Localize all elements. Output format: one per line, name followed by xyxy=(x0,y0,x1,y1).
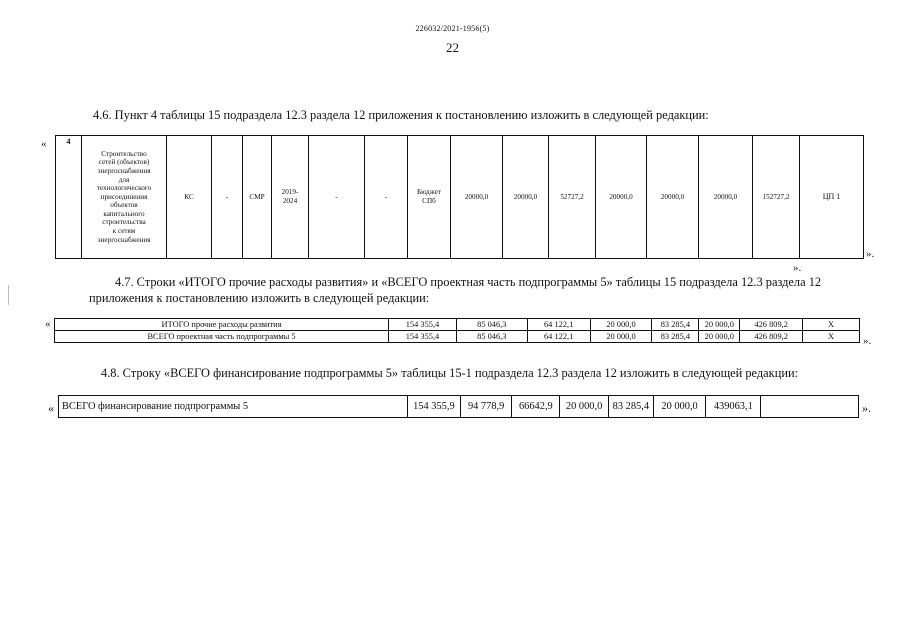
object-name-line: присоединения xyxy=(100,192,148,201)
value-cell: 20 000,0 xyxy=(699,331,740,343)
blank-cell xyxy=(761,396,859,418)
value-cell: 64 122,1 xyxy=(527,319,590,331)
value-cell: 20 000,0 xyxy=(590,331,652,343)
page-number: 22 xyxy=(446,40,459,55)
scan-edge-mark xyxy=(8,285,9,305)
period-line: 2019- xyxy=(281,188,299,197)
row-label: ВСЕГО проектная часть подпрограммы 5 xyxy=(55,331,389,343)
dash-cell: - xyxy=(212,136,243,259)
mark-cell: Х xyxy=(803,331,860,343)
funding-source-line: Бюджет xyxy=(417,188,441,197)
value-cell: 20000,0 xyxy=(596,136,647,259)
value-cell: 20 000,0 xyxy=(560,396,608,418)
value-cell: 66642,9 xyxy=(512,396,560,418)
object-name-line: к сетям xyxy=(112,227,136,236)
table-row xyxy=(59,396,859,418)
value-cell: 20 000,0 xyxy=(653,396,705,418)
funding-source-line: СПб xyxy=(422,197,436,205)
object-name xyxy=(82,136,167,259)
value-cell: 154 355,4 xyxy=(389,319,457,331)
value-cell: 20 000,0 xyxy=(699,319,740,331)
close-quote-4-6: ». xyxy=(866,248,875,260)
section-4-7-text-line1: 4.7. Строки «ИТОГО прочие расходы развития» и «ВСЕГО проектная часть подпрограммы 5» таблицы 15 подраздела 12.3 раздела 12 xyxy=(115,275,822,289)
total-cell: 439063,1 xyxy=(706,396,761,418)
row-label: ИТОГО прочие расходы развития xyxy=(55,319,389,331)
object-name-line: Строительство xyxy=(101,149,147,158)
value-cell: 154 355,9 xyxy=(407,396,460,418)
value-cell: 20000,0 xyxy=(451,136,503,259)
section-4-8-text: 4.8. Строку «ВСЕГО финансирование подпрограммы 5» таблицы 15-1 подраздела 12.3 раздела 12 изложить в следующей редакции: xyxy=(101,366,799,380)
object-name-line: для xyxy=(118,175,130,184)
total-cell: 152727,2 xyxy=(753,136,800,259)
dash-cell: - xyxy=(365,136,408,259)
value-cell: 64 122,1 xyxy=(527,331,590,343)
object-name-line: энергоснабжения xyxy=(97,166,151,175)
table-4-6 xyxy=(55,135,864,259)
document-number: 226032/2021-1956(5) xyxy=(415,24,490,33)
section-4-6-text: 4.6. Пункт 4 таблицы 15 подраздела 12.3 раздела 12 приложения к постановлению изложить в следующей редакции: xyxy=(93,108,709,122)
table-4-7 xyxy=(54,318,860,343)
object-name-line: объектов xyxy=(110,201,138,210)
object-name-line: сетей (объектов) xyxy=(98,158,150,167)
row-number: 4 xyxy=(56,136,82,259)
dash-cell: - xyxy=(309,136,365,259)
total-cell: 426 809,2 xyxy=(740,331,803,343)
row-label: ВСЕГО финансирование подпрограммы 5 xyxy=(59,396,408,418)
object-name-line: капитального xyxy=(103,209,145,218)
value-cell: 83 285,4 xyxy=(608,396,653,418)
value-cell: 94 778,9 xyxy=(461,396,512,418)
work-type: СМР xyxy=(243,136,272,259)
value-cell: 20000,0 xyxy=(503,136,549,259)
total-cell: 426 809,2 xyxy=(740,319,803,331)
object-type: КС xyxy=(167,136,212,259)
close-quote-4-7: ». xyxy=(863,335,872,347)
object-name-line: технологического xyxy=(96,184,152,193)
table-row xyxy=(56,136,864,259)
value-cell: 85 046,3 xyxy=(456,319,527,331)
object-name-line: энергоснабжения xyxy=(97,235,151,244)
value-cell: 154 355,4 xyxy=(389,331,457,343)
period-line: 2024 xyxy=(282,197,298,205)
open-quote-4-6: « xyxy=(41,138,47,150)
period xyxy=(272,136,309,259)
open-quote-4-8: « xyxy=(48,401,54,415)
value-cell: 85 046,3 xyxy=(456,331,527,343)
value-cell: 20000,0 xyxy=(647,136,699,259)
section-4-7-text-line2: приложения к постановлению изложить в следующей редакции: xyxy=(89,291,430,305)
open-quote-4-7: « xyxy=(45,318,51,330)
value-cell: 52727,2 xyxy=(549,136,596,259)
funding-source xyxy=(408,136,451,259)
close-quote-4-8: ». xyxy=(862,401,871,415)
value-cell: 20000,0 xyxy=(699,136,753,259)
value-cell: 20 000,0 xyxy=(590,319,652,331)
program-code: ЦП 1 xyxy=(800,136,864,259)
trailing-quote-4-6: ». xyxy=(793,262,802,274)
value-cell: 83 285,4 xyxy=(652,331,699,343)
value-cell: 83 285,4 xyxy=(652,319,699,331)
table-4-8 xyxy=(58,395,859,418)
mark-cell: Х xyxy=(803,319,860,331)
object-name-line: строительства xyxy=(102,218,146,227)
table-row xyxy=(55,331,860,343)
table-row xyxy=(55,319,860,331)
